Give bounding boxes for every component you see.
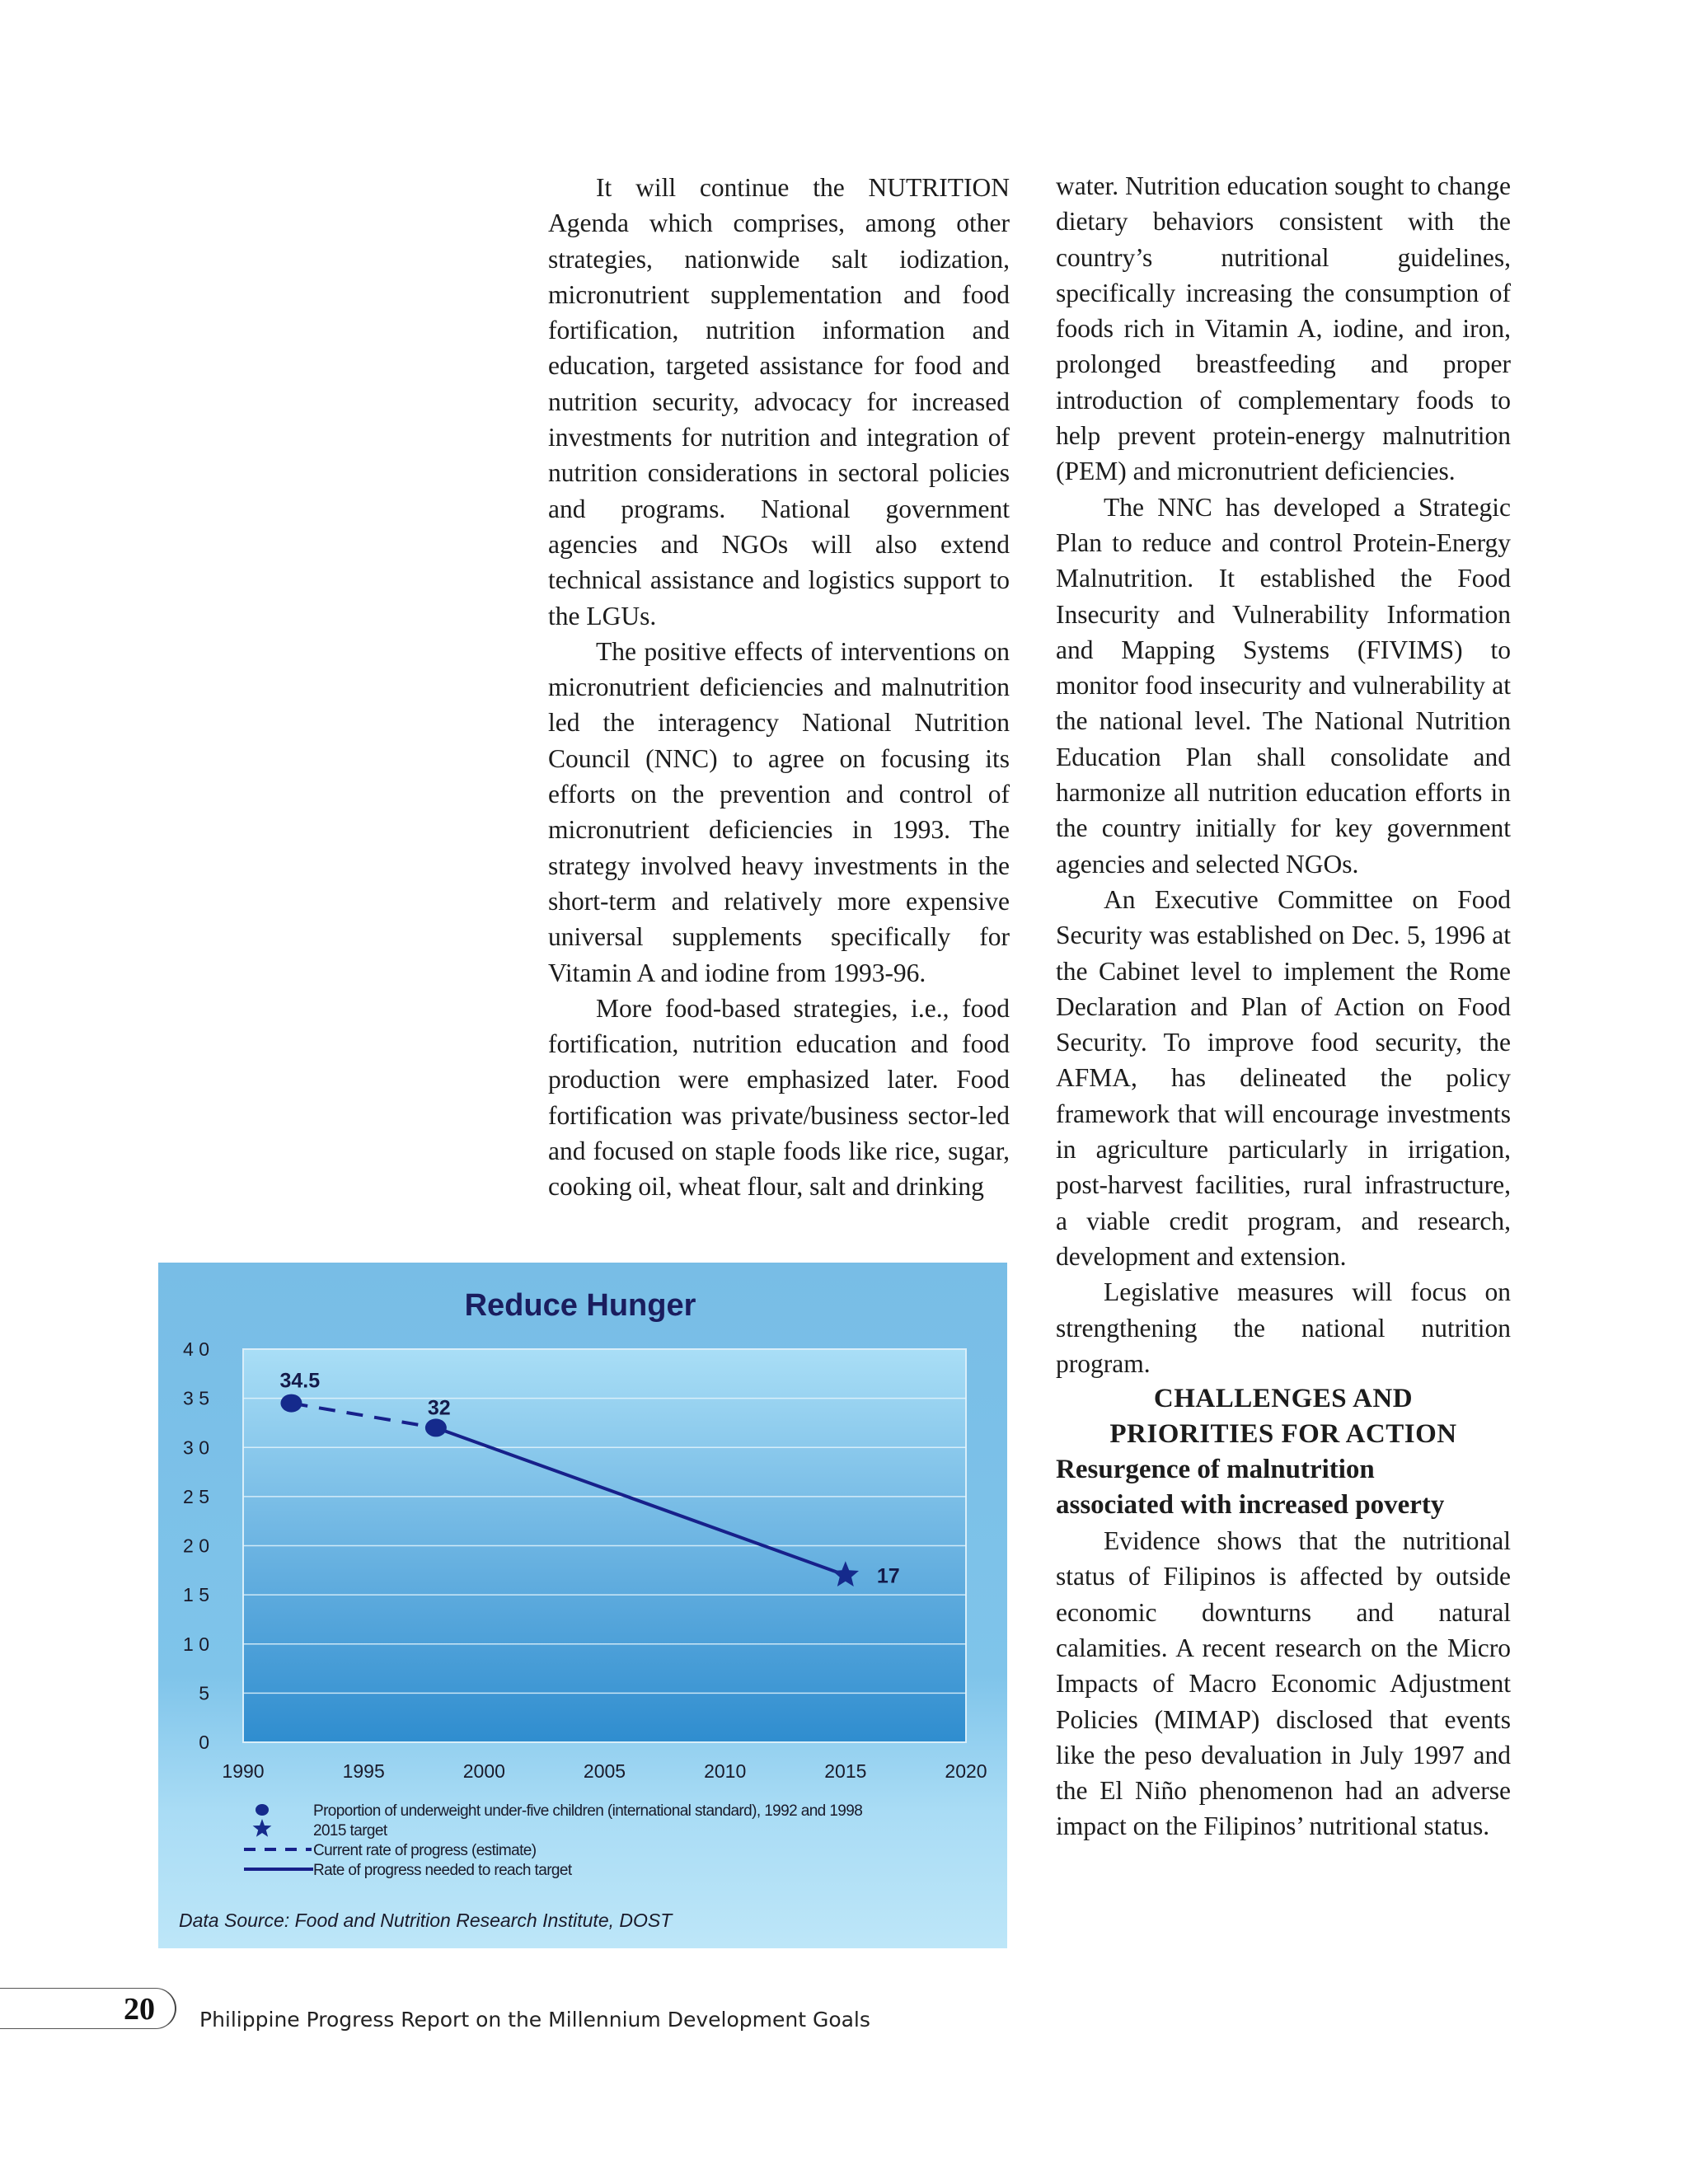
data-point-circle (280, 1394, 302, 1413)
paragraph: Legislative measures will focus on strengthening the national nutrition program. (1056, 1277, 1511, 1378)
y-tick-label: 3 5 (183, 1387, 209, 1409)
x-tick-label: 2015 (824, 1760, 867, 1782)
data-label: 34.5 (279, 1369, 321, 1393)
paragraph: water. Nutrition education sought to change dietary behaviors consistent with the country’s nutritional guidelines, specifically increasing the consumption of foods rich in Vitamin A, iodine, and iron, prolonged breastfeeding and proper introduction of complementary foods to help prevent protein-energy malnutrition (PEM) and micronutrient deficiencies. (1056, 171, 1511, 486)
y-tick-label: 1 5 (183, 1584, 209, 1606)
data-point-circle (425, 1418, 447, 1436)
y-axis-ticks (183, 1338, 209, 1753)
x-tick-label: 1995 (342, 1760, 385, 1782)
section-title-line: PRIORITIES FOR ACTION (1109, 1419, 1457, 1450)
x-tick-label: 2000 (462, 1760, 505, 1782)
x-tick-label: 2010 (704, 1760, 747, 1782)
chart-panel (158, 1263, 1007, 1948)
paragraph: It will continue the NUTRITION Agenda which comprises, among other strategies, nationwide salt iodization, micronutrient supplementation and food fortification, nutrition information and education, targeted assistance for food and nutrition security, advocacy for increased investments for nutrition and integration of nutrition considerations in sectoral policies and programs. National government agencies and NGOs will also extend technical assistance and logistics support to the LGUs. (548, 173, 1010, 630)
data-label: 32 (427, 1396, 451, 1420)
y-tick-label: 4 0 (183, 1338, 209, 1360)
section-title-line: CHALLENGES AND (1153, 1384, 1414, 1414)
legend-star-icon (253, 1819, 272, 1837)
subsection-title (1056, 1452, 1511, 1523)
legend-circle-icon (256, 1804, 269, 1816)
data-source: Data Source: Food and Nutrition Research Institute, DOST (179, 1910, 673, 1931)
y-tick-label: 2 0 (183, 1535, 209, 1557)
subsection-title-line: Resurgence of malnutrition (1056, 1455, 1375, 1485)
right-text-column (1056, 168, 1511, 1844)
page-number: 20 (124, 1992, 155, 2027)
x-tick-label: 1990 (222, 1760, 265, 1782)
legend-label: Rate of progress needed to reach target (313, 1862, 572, 1879)
section-title (1056, 1381, 1511, 1452)
x-axis-ticks (222, 1760, 987, 1782)
paragraph: More food-based strategies, i.e., food fortification, nutrition education and food production were emphasized later. Food fortification was private/business sector-led and focused on staple foods like rice, sugar, cooking oil, wheat flour, salt and drinking (548, 993, 1010, 1202)
x-tick-label: 2020 (945, 1760, 987, 1782)
chart-title: Reduce Hunger (464, 1288, 696, 1323)
y-tick-label: 1 0 (183, 1633, 209, 1655)
left-text-column (548, 170, 1010, 1205)
reduce-hunger-chart (158, 1263, 1007, 1948)
y-tick-label: 3 0 (183, 1436, 209, 1459)
legend-label: Current rate of progress (estimate) (313, 1842, 537, 1859)
y-tick-label: 0 (199, 1732, 209, 1753)
y-tick-label: 2 5 (183, 1485, 209, 1507)
y-tick-label: 5 (199, 1682, 209, 1704)
paragraph: The NNC has developed a Strategic Plan to reduce and control Protein-Energy Malnutrition. It established the Food Insecurity and Vulnerability Information and Mapping Systems (FIVIMS) to monitor food insecurity and vulnerability at the national level. The National Nutrition Education Plan shall consolidate and harmonize all nutrition education efforts in the country initially for key government agencies and selected NGOs. (1056, 492, 1511, 879)
footer-title: Philippine Progress Report on the Millennium Development Goals (199, 2008, 870, 2032)
data-label: 17 (876, 1564, 900, 1588)
subsection-title-line: associated with increased poverty (1056, 1490, 1445, 1521)
legend (244, 1802, 862, 1879)
legend-label: Proportion of underweight under-five children (international standard), 1992 and 1998 (313, 1802, 863, 1820)
paragraph: An Executive Committee on Food Security was established on Dec. 5, 1996 at the Cabinet level to implement the Rome Declaration and Plan of Action on Food Security. To improve food security, the AFMA, has delineated the policy framework that will encourage investments in agriculture particularly in irrigation, post-harvest facilities, rural infrastructure, a viable credit program, and research, development and extension. (1056, 884, 1511, 1271)
x-tick-label: 2005 (583, 1760, 626, 1782)
paragraph: Evidence shows that the nutritional status of Filipinos is affected by outside economic downturns and natural calamities. A recent research on the Micro Impacts of Macro Economic Adjustment Policies (MIMAP) disclosed that events like the peso devaluation in July 1997 and the El Niño phenomenon had an adverse impact on the Filipinos’ nutritional status. (1056, 1526, 1511, 1841)
legend-label: 2015 target (313, 1822, 387, 1840)
paragraph: The positive effects of interventions on micronutrient deficiencies and malnutrition led the interagency National Nutrition Council (NNC) to agree on focusing its efforts on the prevention and control of micronutrient deficiencies in 1993. The strategy involved heavy investments in the short-term and relatively more expensive universal supplements specifically for Vitamin A and iodine from 1993-96. (548, 636, 1010, 987)
